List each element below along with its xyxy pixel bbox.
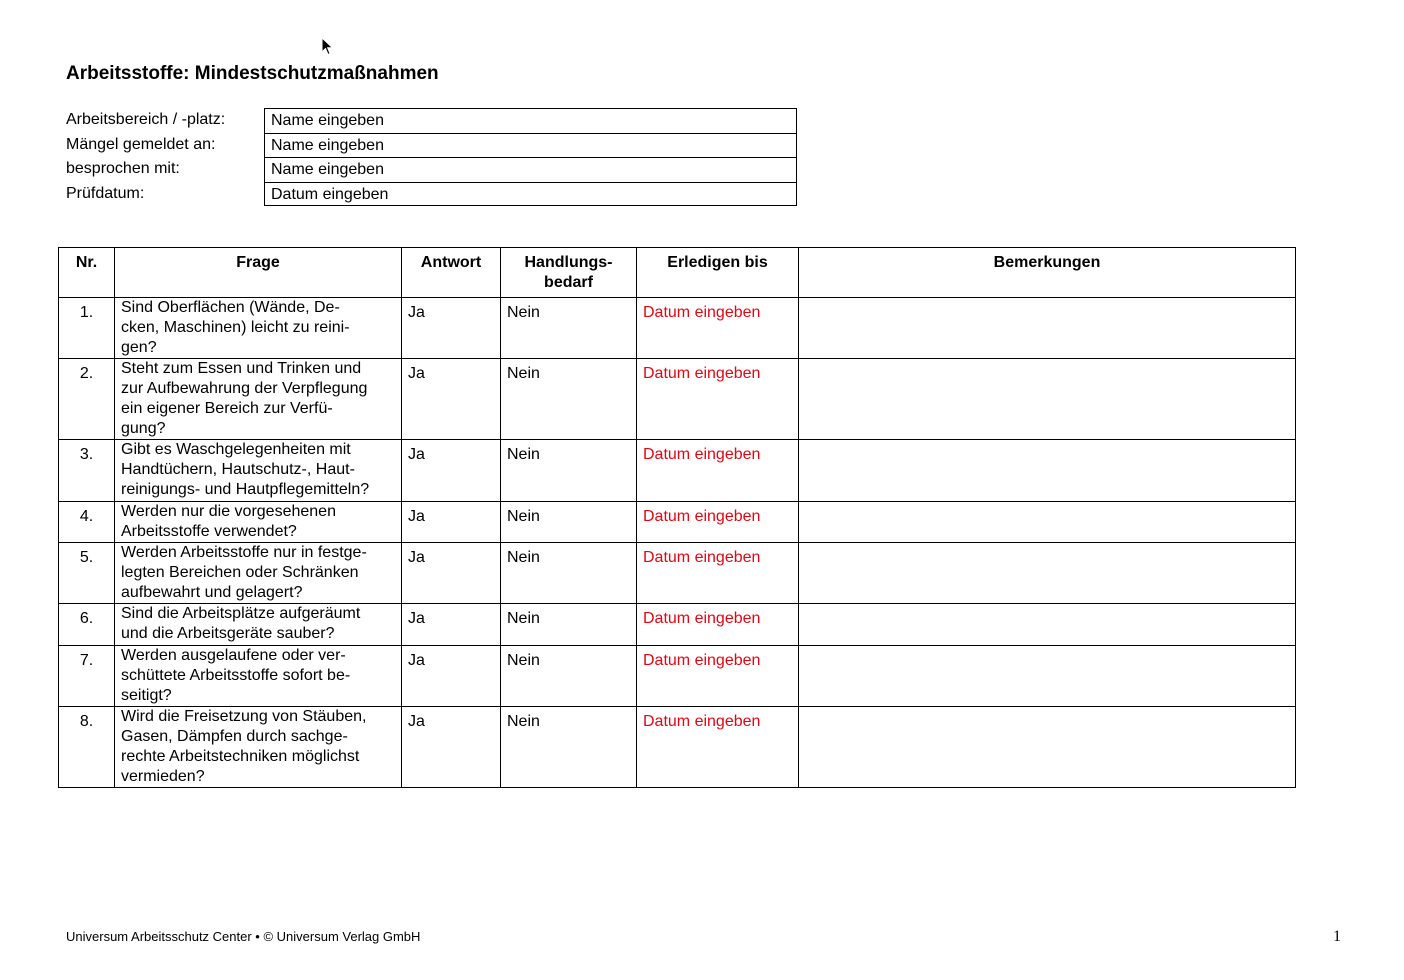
question-cell <box>115 298 402 359</box>
bemerkungen-field[interactable] <box>799 543 1296 604</box>
table-row <box>59 359 1296 440</box>
arbeitsbereich-field[interactable]: Name eingeben <box>264 108 797 133</box>
handlungsbedarf-nein[interactable]: Nein <box>501 604 637 646</box>
header-handlungsbedarf-line1: Handlungs- <box>524 254 613 271</box>
meta-label: Mängel gemeldet an: <box>66 135 216 153</box>
answer-ja[interactable]: Ja <box>402 440 501 502</box>
handlungsbedarf-nein[interactable]: Nein <box>501 502 637 543</box>
row-number: 6. <box>59 604 115 646</box>
question-line: Wird die Freisetzung von Stäuben, <box>121 708 367 725</box>
question-line: rechte Arbeitstechniken möglichst <box>121 748 360 765</box>
header-handlungsbedarf-line2: bedarf <box>544 274 593 291</box>
erledigen-bis-date-field[interactable]: Datum eingeben <box>637 298 799 359</box>
header-frage: Frage <box>115 248 402 298</box>
erledigen-bis-date-field[interactable]: Datum eingeben <box>637 604 799 646</box>
question-line: Sind die Arbeitsplätze aufgeräumt <box>121 605 361 622</box>
row-number: 1. <box>59 298 115 359</box>
answer-ja[interactable]: Ja <box>402 359 501 440</box>
header-erledigen-bis: Erledigen bis <box>637 248 799 298</box>
question-line: ein eigener Bereich zur Verfü- <box>121 400 333 417</box>
question-line: Werden nur die vorgesehenen <box>121 503 336 520</box>
question-line: seitigt? <box>121 687 172 704</box>
bemerkungen-field[interactable] <box>799 298 1296 359</box>
question-line: Arbeitsstoffe verwendet? <box>121 523 297 540</box>
question-cell <box>115 646 402 707</box>
answer-ja[interactable]: Ja <box>402 502 501 543</box>
question-line: schüttete Arbeitsstoffe sofort be- <box>121 667 351 684</box>
bemerkungen-field[interactable] <box>799 359 1296 440</box>
row-number: 5. <box>59 543 115 604</box>
question-line: legten Bereichen oder Schränken <box>121 564 359 581</box>
handlungsbedarf-nein[interactable]: Nein <box>501 646 637 707</box>
question-line: Werden ausgelaufene oder ver- <box>121 647 346 664</box>
footer-text: Universum Arbeitsschutz Center • © Universum Verlag GmbH <box>66 929 421 944</box>
checklist-table <box>58 247 1296 788</box>
bemerkungen-field[interactable] <box>799 646 1296 707</box>
header-antwort: Antwort <box>402 248 501 298</box>
page-number: 1 <box>1333 928 1341 945</box>
question-line: und die Arbeitsgeräte sauber? <box>121 625 335 642</box>
question-cell <box>115 543 402 604</box>
erledigen-bis-date-field[interactable]: Datum eingeben <box>637 440 799 502</box>
question-line: Sind Oberflächen (Wände, De- <box>121 299 340 316</box>
question-line: Steht zum Essen und Trinken und <box>121 360 362 377</box>
row-number: 4. <box>59 502 115 543</box>
maengel-gemeldet-field[interactable]: Name eingeben <box>264 133 797 158</box>
bemerkungen-field[interactable] <box>799 440 1296 502</box>
question-line: Werden Arbeitsstoffe nur in festge- <box>121 544 367 561</box>
handlungsbedarf-nein[interactable]: Nein <box>501 359 637 440</box>
question-line: Gasen, Dämpfen durch sachge- <box>121 728 348 745</box>
question-line: gen? <box>121 339 157 356</box>
table-row <box>59 707 1296 788</box>
table-row <box>59 440 1296 502</box>
bemerkungen-field[interactable] <box>799 707 1296 788</box>
handlungsbedarf-nein[interactable]: Nein <box>501 298 637 359</box>
row-number: 7. <box>59 646 115 707</box>
erledigen-bis-date-field[interactable]: Datum eingeben <box>637 502 799 543</box>
table-header-row <box>59 248 1296 298</box>
header-handlungsbedarf <box>501 248 637 298</box>
question-line: gung? <box>121 420 166 437</box>
row-number: 3. <box>59 440 115 502</box>
table-row <box>59 543 1296 604</box>
question-cell <box>115 707 402 788</box>
answer-ja[interactable]: Ja <box>402 646 501 707</box>
question-cell <box>115 359 402 440</box>
question-line: aufbewahrt und gelagert? <box>121 584 303 601</box>
question-cell <box>115 440 402 502</box>
handlungsbedarf-nein[interactable]: Nein <box>501 707 637 788</box>
erledigen-bis-date-field[interactable]: Datum eingeben <box>637 359 799 440</box>
answer-ja[interactable]: Ja <box>402 707 501 788</box>
table-row <box>59 646 1296 707</box>
besprochen-mit-field[interactable]: Name eingeben <box>264 157 797 182</box>
erledigen-bis-date-field[interactable]: Datum eingeben <box>637 543 799 604</box>
erledigen-bis-date-field[interactable]: Datum eingeben <box>637 707 799 788</box>
handlungsbedarf-nein[interactable]: Nein <box>501 440 637 502</box>
bemerkungen-field[interactable] <box>799 502 1296 543</box>
pruefdatum-field[interactable]: Datum eingeben <box>264 182 797 207</box>
row-number: 8. <box>59 707 115 788</box>
meta-label: Prüfdatum: <box>66 184 145 202</box>
table-row <box>59 604 1296 646</box>
answer-ja[interactable]: Ja <box>402 604 501 646</box>
question-line: vermieden? <box>121 768 205 785</box>
table-row <box>59 502 1296 543</box>
header-bemerkungen: Bemerkungen <box>799 248 1296 298</box>
answer-ja[interactable]: Ja <box>402 298 501 359</box>
mouse-pointer-icon <box>321 37 335 57</box>
erledigen-bis-date-field[interactable]: Datum eingeben <box>637 646 799 707</box>
question-line: Handtüchern, Hautschutz-, Haut- <box>121 461 355 478</box>
question-cell <box>115 604 402 646</box>
header-nr: Nr. <box>59 248 115 298</box>
row-number: 2. <box>59 359 115 440</box>
meta-label: Arbeitsbereich / -platz: <box>66 111 226 128</box>
meta-label: besprochen mit: <box>66 160 180 177</box>
handlungsbedarf-nein[interactable]: Nein <box>501 543 637 604</box>
bemerkungen-field[interactable] <box>799 604 1296 646</box>
question-line: zur Aufbewahrung der Verpflegung <box>121 380 368 397</box>
document-title: Arbeitsstoffe: Mindestschutzmaßnahmen <box>66 63 439 84</box>
question-line: cken, Maschinen) leicht zu reini- <box>121 319 350 336</box>
question-line: reinigungs- und Hautpflegemitteln? <box>121 481 370 498</box>
table-row <box>59 298 1296 359</box>
question-cell <box>115 502 402 543</box>
answer-ja[interactable]: Ja <box>402 543 501 604</box>
question-line: Gibt es Waschgelegenheiten mit <box>121 441 351 458</box>
